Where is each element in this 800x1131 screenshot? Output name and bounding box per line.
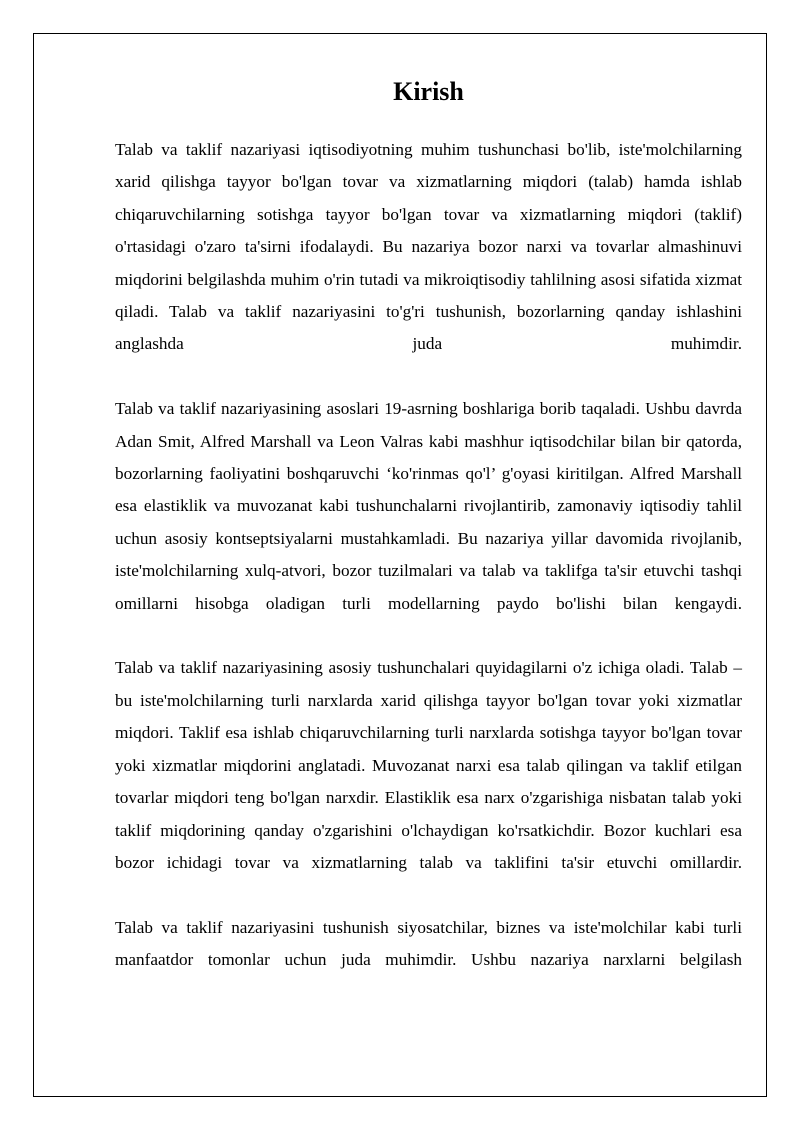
paragraph-2: Talab va taklif nazariyasining asoslari 19-asrning boshlariga borib taqaladi. Ushbu davrda Adan Smit, Alfred Marshall va Leon Valras kabi mashhur iqtisodchilar bilan bir qatorda, bozorlarning faoliyatini boshqaruvchi ‘ko'rinmas qo'l’ g'oyasi kiritilgan. Alfred Marshall esa elastiklik va muvozanat kabi tushunchalarni rivojlantirib, zamonaviy iqtisodiy tahlil uchun asosiy kontseptsiyalarni mustahkamladi. Bu nazariya yillar davomida rivojlanib, iste'molchilarning xulq-atvori, bozor tuzilmalari va talab va taklifga ta'sir etuvchi tashqi omillarni hisobga oladigan turli modellarning paydo bo'lishi bilan kengaydi. [115, 399, 742, 613]
document-body [115, 72, 742, 1009]
paragraph-1: Talab va taklif nazariyasi iqtisodiyotning muhim tushunchasi bo'lib, iste'molchilarning xarid qilishga tayyor bo'lgan tovar va xizmatlarning miqdori (talab) hamda ishlab chiqaruvchilarning sotishga tayyor bo'lgan tovar va xizmatlarning miqdori (taklif) o'rtasidagi o'zaro ta'sirni ifodalaydi. Bu nazariya bozor narxi va tovarlar almashinuvi miqdorini belgilashda muhim o'rin tutadi va mikroiqtisodiy tahlilning asosi sifatida xizmat qiladi. Talab va taklif nazariyasini to'g'ri tushunish, bozorlarning qanday ishlashini anglashda juda muhimdir. [115, 140, 742, 354]
paragraph-3: Talab va taklif nazariyasining asosiy tushunchalari quyidagilarni o'z ichiga oladi. Talab – bu iste'molchilarning turli narxlarda xarid qilishga tayyor bo'lgan tovar yoki xizmatlar miqdori. Taklif esa ishlab chiqaruvchilarning turli narxlarda sotishga tayyor bo'lgan tovar yoki xizmatlar miqdorini anglatadi. Muvozanat narxi esa talab qilingan va taklif etilgan tovarlar miqdori teng bo'lgan narxdir. Elastiklik esa narx o'zgarishiga nisbatan talab yoki taklif miqdorining qanday o'zgarishini o'lchaydigan ko'rsatkichdir. Bozor kuchlari esa bozor ichidagi tovar va xizmatlarning talab va taklifini ta'sir etuvchi omillardir. [115, 658, 742, 872]
paragraph-4: Talab va taklif nazariyasini tushunish siyosatchilar, biznes va iste'molchilar kabi turli manfaatdor tomonlar uchun juda muhimdir. Ushbu nazariya narxlarni belgilash [115, 917, 742, 970]
document-title: Kirish [393, 77, 464, 106]
